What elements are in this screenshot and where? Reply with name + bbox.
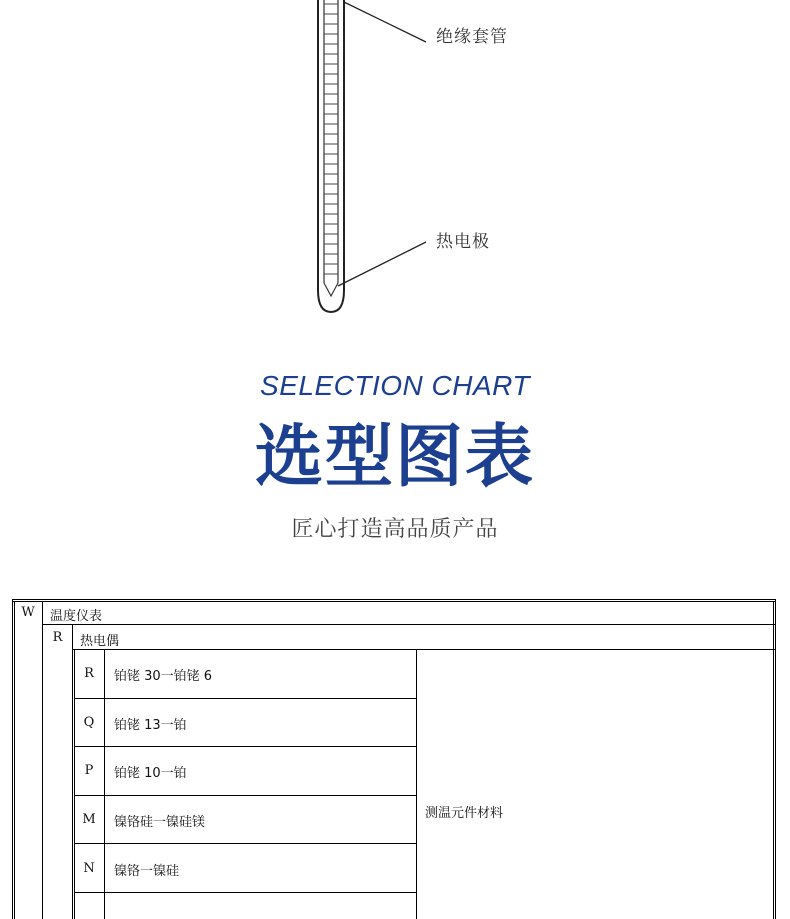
electrode-ladder [324, 4, 338, 274]
heading-english: SELECTION CHART [260, 370, 530, 401]
heading-subtitle: 匠心打造高品质产品 [291, 517, 499, 542]
label-thermo-electrode: 热电极 [436, 232, 490, 252]
label-insulating-sleeve: 绝缘套管 [436, 27, 508, 47]
table-row-code: Q [83, 715, 95, 730]
thermocouple-diagram [0, 0, 790, 330]
table-row-material: 铂铑 30一铂铑 6 [114, 669, 213, 684]
level1-code: W [21, 605, 35, 620]
selection-table [12, 599, 775, 919]
table-row-code: N [83, 861, 95, 876]
table-row-material: 铂铑 13一铂 [114, 718, 187, 733]
table-row-code: M [82, 812, 96, 827]
table-row-code: P [84, 763, 94, 778]
heading-chinese: 选型图表 [254, 418, 535, 497]
group-label: 测温元件材料 [425, 806, 504, 821]
sleeve-outline [318, 0, 344, 312]
level2-code: R [52, 630, 63, 645]
table-row-material: 镍铬一镍硅 [114, 864, 180, 879]
level1-label: 温度仪表 [50, 609, 103, 624]
leader-line-electrode [338, 242, 426, 286]
level2-label: 热电偶 [80, 634, 120, 649]
table-row-material: 镍铬硅一镍硅镁 [114, 815, 206, 830]
table-row-code: R [84, 666, 94, 681]
table-row-material: 铂铑 10一铂 [114, 766, 187, 781]
leader-line-sleeve [344, 2, 426, 42]
